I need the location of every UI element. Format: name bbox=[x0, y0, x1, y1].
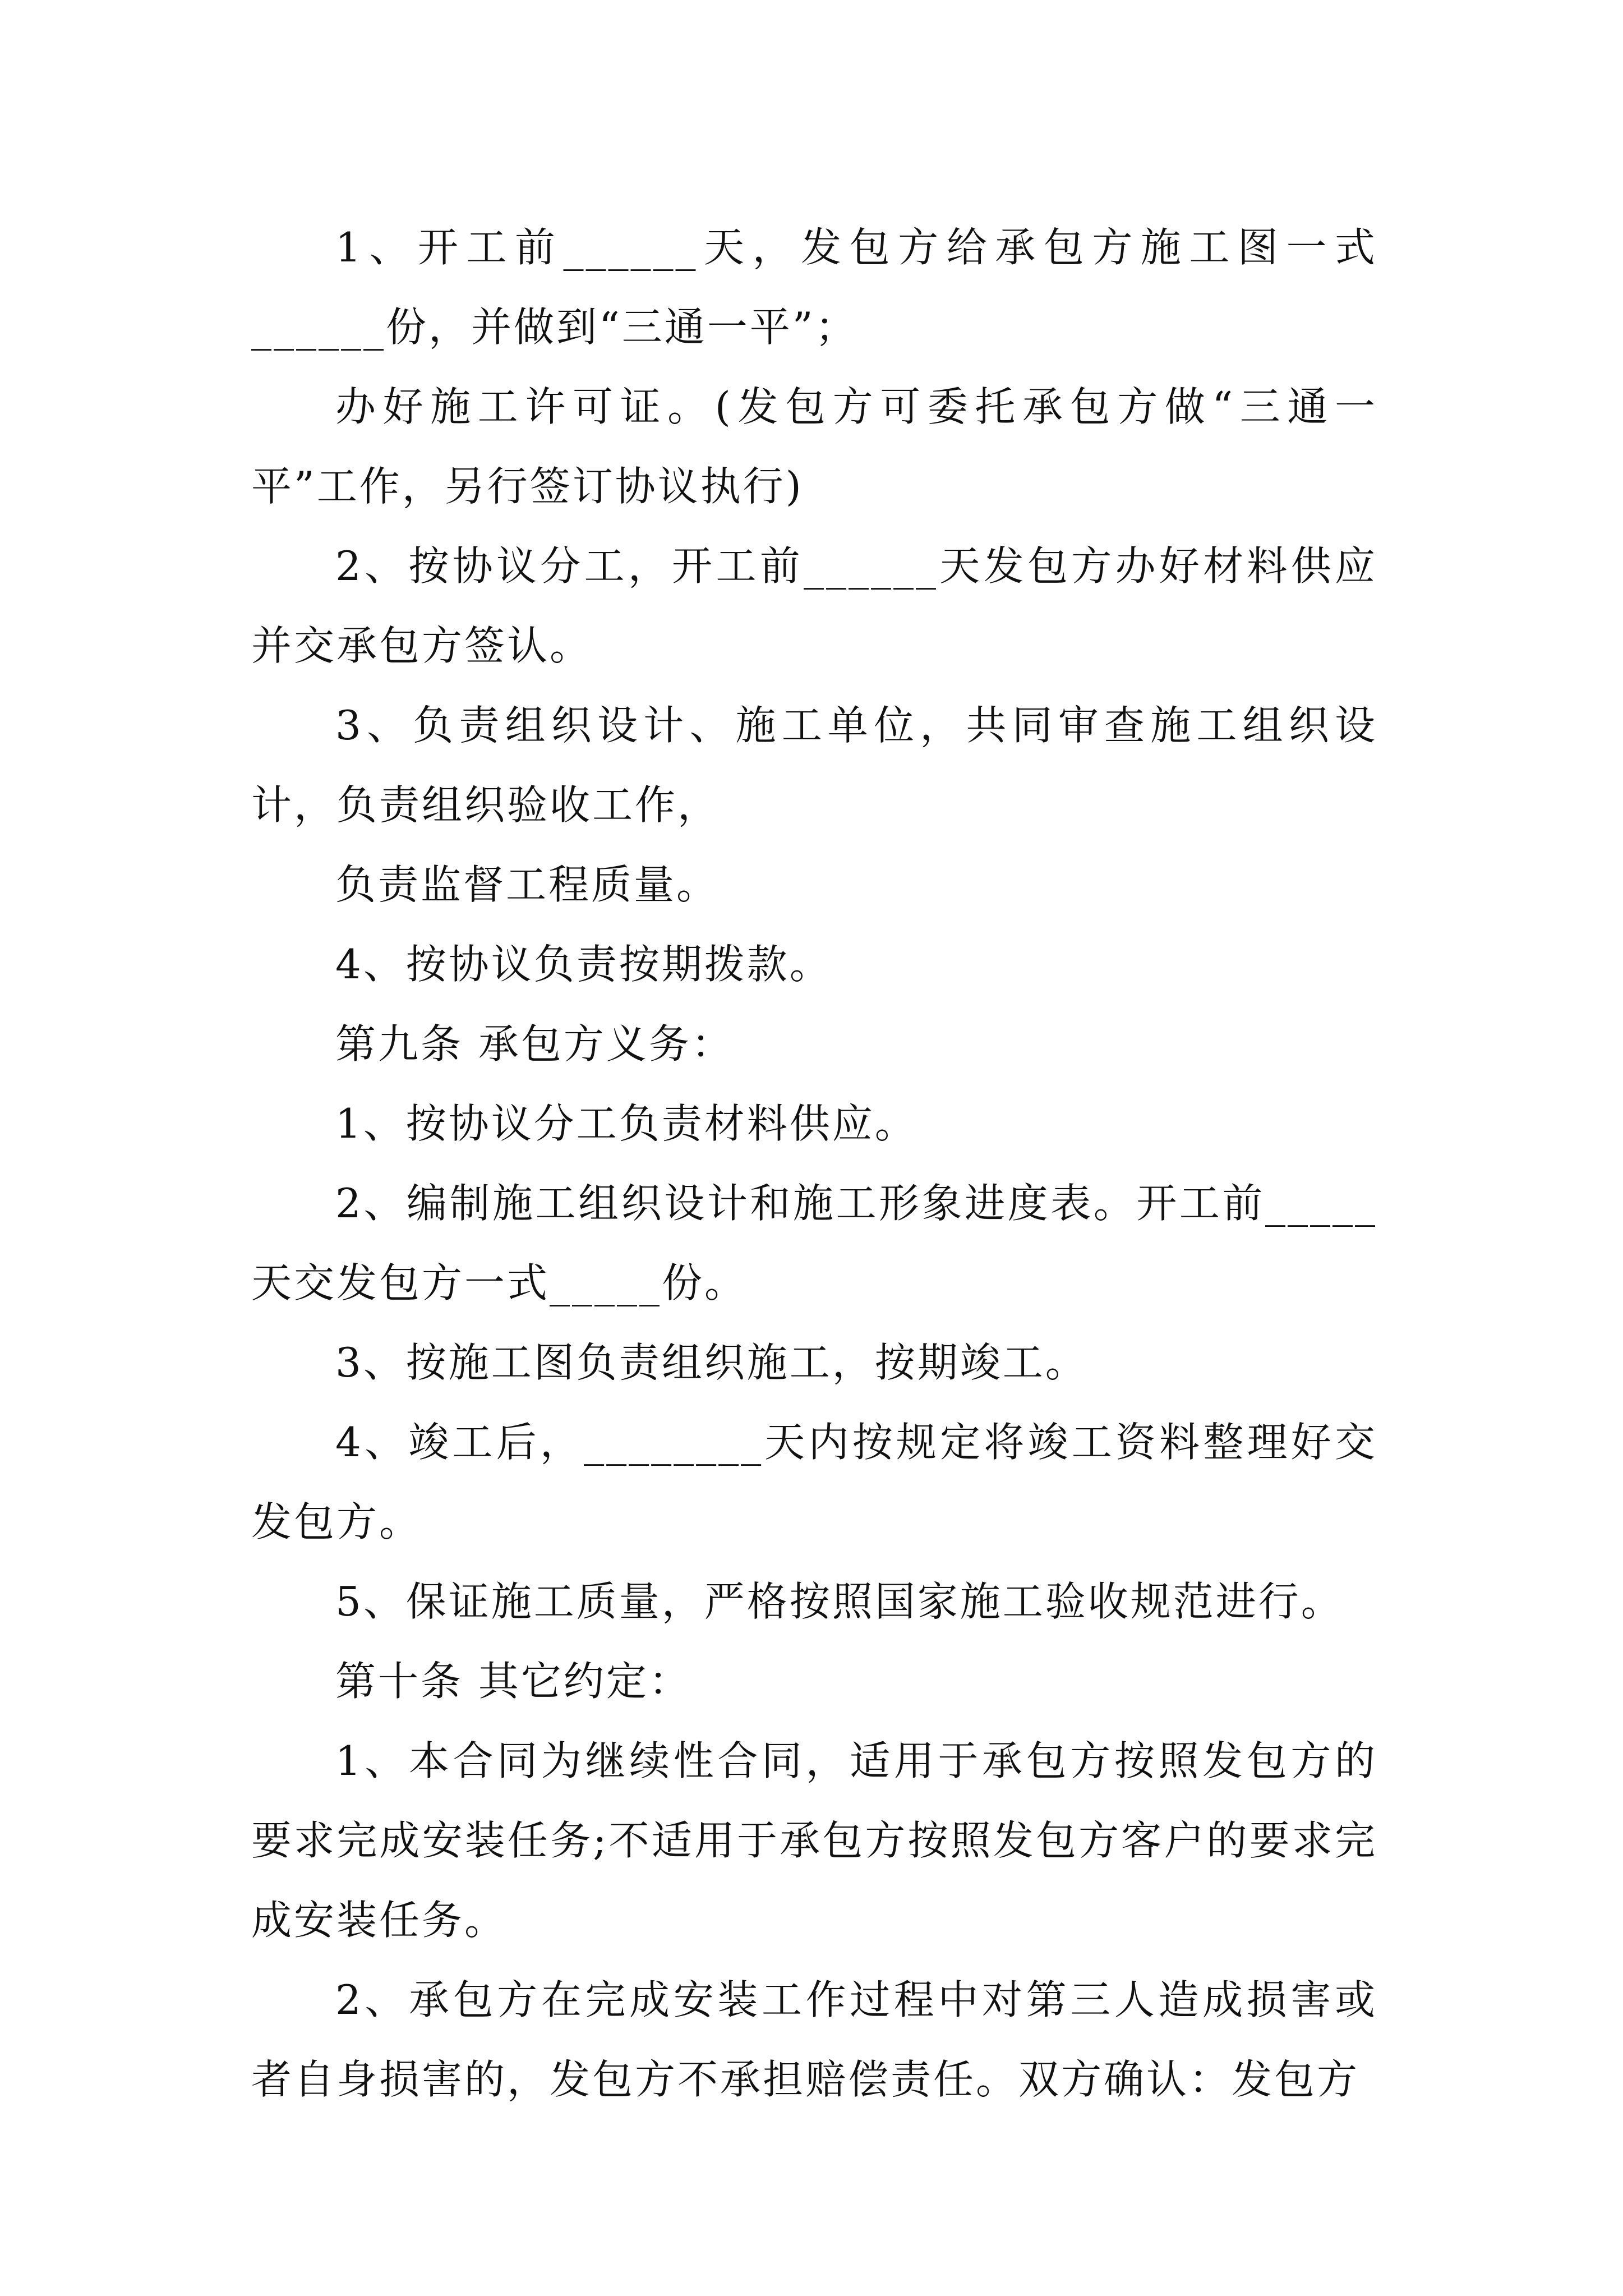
paragraph-contractor-duty-2: 2、编制施工组织设计和施工形象进度表。开工前_____天交发包方一式_____份。 bbox=[251, 1180, 1377, 1306]
paragraph-contractor-duty-1: 1、按协议分工负责材料供应。 bbox=[335, 1100, 917, 1147]
paragraph-contractor-duty-3: 3、按施工图负责组织施工，按期竣工。 bbox=[335, 1339, 1088, 1386]
paragraph-contractor-duty-4: 4、竣工后，________天内按规定将竣工资料整理好交发包方。 bbox=[251, 1419, 1377, 1545]
article-10-heading: 第十条 其它约定： bbox=[335, 1658, 691, 1705]
document-body bbox=[251, 208, 1377, 2119]
paragraph-owner-quality: 负责监督工程质量。 bbox=[335, 861, 720, 908]
paragraph-owner-duty-2: 2、按协议分工，开工前______天发包方办好材料供应并交承包方签认。 bbox=[251, 542, 1377, 669]
article-9-heading: 第九条 承包方义务： bbox=[335, 1020, 734, 1068]
paragraph-owner-duty-4: 4、按协议负责按期拨款。 bbox=[335, 941, 832, 988]
paragraph-owner-permit: 办好施工许可证。(发包方可委托承包方做“三通一平”工作，另行签订协议执行) bbox=[251, 383, 1377, 510]
paragraph-owner-duty-3: 3、负责组织设计、施工单位，共同审查施工组织设计，负责组织验收工作， bbox=[251, 702, 1377, 829]
paragraph-other-terms-1: 1、本合同为继续性合同，适用于承包方按照发包方的要求完成安装任务;不适用于承包方按照发包方客户的要求完成安装任务。 bbox=[251, 1737, 1377, 1944]
paragraph-other-terms-2: 2、承包方在完成安装工作过程中对第三人造成损害或者自身损害的，发包方不承担赔偿责任。双方确认：发包方 bbox=[251, 1976, 1377, 2103]
paragraph-contractor-duty-5: 5、保证施工质量，严格按照国家施工验收规范进行。 bbox=[335, 1578, 1344, 1625]
paragraph-owner-duty-1: 1、开工前______天，发包方给承包方施工图一式______份，并做到“三通一平”； bbox=[251, 224, 1377, 351]
